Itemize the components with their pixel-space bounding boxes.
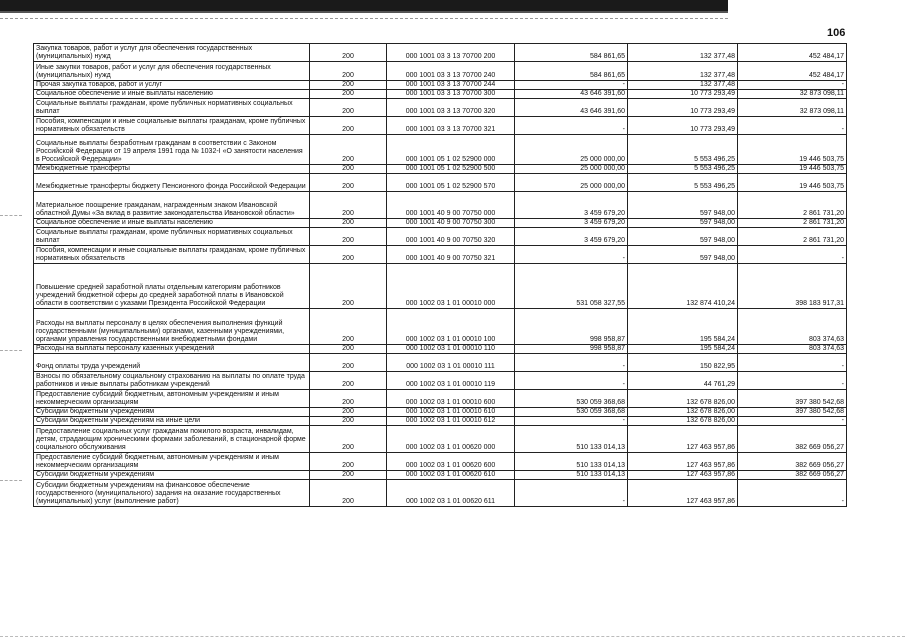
row-approved: 43 646 391,60 bbox=[515, 99, 628, 117]
row-line-code: 200 bbox=[310, 44, 387, 62]
table-row bbox=[34, 62, 847, 81]
row-kbk-code: 000 1002 03 1 01 00010 600 bbox=[387, 390, 515, 408]
row-unexecuted: 382 669 056,27 bbox=[738, 471, 847, 480]
row-kbk-code: 000 1002 03 1 01 00620 000 bbox=[387, 426, 515, 453]
row-approved: - bbox=[515, 417, 628, 426]
row-approved: - bbox=[515, 246, 628, 264]
row-unexecuted: - bbox=[738, 417, 847, 426]
row-name: Расходы на выплаты персоналу казенных учреждений bbox=[34, 345, 310, 354]
row-unexecuted: - bbox=[738, 372, 847, 390]
row-approved: 3 459 679,20 bbox=[515, 228, 628, 246]
row-name: Межбюджетные трансферты бюджету Пенсионного фонда Российской Федерации bbox=[34, 174, 310, 192]
row-line-code: 200 bbox=[310, 372, 387, 390]
row-name: Социальное обеспечение и иные выплаты населению bbox=[34, 90, 310, 99]
row-executed: 132 678 826,00 bbox=[628, 417, 738, 426]
row-kbk-code: 000 1002 03 1 01 00010 000 bbox=[387, 264, 515, 309]
table-row bbox=[34, 480, 847, 507]
row-unexecuted: 32 873 098,11 bbox=[738, 90, 847, 99]
row-unexecuted: - bbox=[738, 81, 847, 90]
row-executed: 132 377,48 bbox=[628, 44, 738, 62]
row-executed: 132 678 826,00 bbox=[628, 408, 738, 417]
table-row bbox=[34, 264, 847, 309]
table-row bbox=[34, 117, 847, 135]
table-row bbox=[34, 372, 847, 390]
row-approved: 531 058 327,55 bbox=[515, 264, 628, 309]
row-line-code: 200 bbox=[310, 246, 387, 264]
row-unexecuted: 397 380 542,68 bbox=[738, 408, 847, 417]
row-executed: 10 773 293,49 bbox=[628, 117, 738, 135]
row-approved: 584 861,65 bbox=[515, 44, 628, 62]
row-name: Пособия, компенсации и иные социальные выплаты гражданам, кроме публичных нормативных обязательств bbox=[34, 117, 310, 135]
row-approved: - bbox=[515, 354, 628, 372]
table-row bbox=[34, 44, 847, 62]
scan-header-shadow bbox=[0, 11, 728, 13]
row-line-code: 200 bbox=[310, 309, 387, 345]
row-unexecuted: 452 484,17 bbox=[738, 62, 847, 81]
row-unexecuted: 19 446 503,75 bbox=[738, 174, 847, 192]
row-line-code: 200 bbox=[310, 390, 387, 408]
row-name: Социальные выплаты безработным гражданам в соответствии с Законом Российской Федерации от 19 апреля 1991 года № 1032-I «О занятости населения в Российской Федерации» bbox=[34, 135, 310, 165]
row-name: Взносы по обязательному социальному страхованию на выплаты по оплате труда работников и иные выплаты работникам учреждений bbox=[34, 372, 310, 390]
table-row bbox=[34, 174, 847, 192]
row-name: Предоставление социальных услуг гражданам пожилого возраста, инвалидам, детям, страдающим хроническими формами заболеваний, в стационарной форме социального обслуживания bbox=[34, 426, 310, 453]
row-line-code: 200 bbox=[310, 99, 387, 117]
page-number: 106 bbox=[827, 27, 846, 39]
row-executed: 132 874 410,24 bbox=[628, 264, 738, 309]
table-row bbox=[34, 309, 847, 345]
row-approved: - bbox=[515, 81, 628, 90]
row-line-code: 200 bbox=[310, 426, 387, 453]
row-approved: 998 958,87 bbox=[515, 309, 628, 345]
table-row bbox=[34, 354, 847, 372]
row-line-code: 200 bbox=[310, 264, 387, 309]
row-kbk-code: 000 1002 03 1 01 00620 610 bbox=[387, 471, 515, 480]
row-kbk-code: 000 1001 40 9 00 70750 000 bbox=[387, 192, 515, 219]
row-unexecuted: - bbox=[738, 480, 847, 507]
row-kbk-code: 000 1001 03 3 13 70700 300 bbox=[387, 90, 515, 99]
row-name: Межбюджетные трансферты bbox=[34, 165, 310, 174]
row-unexecuted: 19 446 503,75 bbox=[738, 165, 847, 174]
scan-header-bar bbox=[0, 0, 728, 11]
row-unexecuted: 2 861 731,20 bbox=[738, 192, 847, 219]
row-approved: 510 133 014,13 bbox=[515, 453, 628, 471]
row-name: Социальные выплаты гражданам, кроме публичных нормативных социальных выплат bbox=[34, 99, 310, 117]
row-line-code: 200 bbox=[310, 471, 387, 480]
row-name: Закупка товаров, работ и услуг для обеспечения государственных (муниципальных) нужд bbox=[34, 44, 310, 62]
row-name: Расходы на выплаты персоналу в целях обеспечения выполнения функций государственными (муниципальными) органами, казенными учреждениями, органами управления государственными внебюджетными фондами bbox=[34, 309, 310, 345]
row-unexecuted: 397 380 542,68 bbox=[738, 390, 847, 408]
row-kbk-code: 000 1001 03 3 13 70700 240 bbox=[387, 62, 515, 81]
row-kbk-code: 000 1001 03 3 13 70700 244 bbox=[387, 81, 515, 90]
row-approved: 3 459 679,20 bbox=[515, 192, 628, 219]
row-kbk-code: 000 1002 03 1 01 00620 611 bbox=[387, 480, 515, 507]
row-name: Иные закупки товаров, работ и услуг для обеспечения государственных (муниципальных) нужд bbox=[34, 62, 310, 81]
row-approved: 530 059 368,68 bbox=[515, 408, 628, 417]
table-row bbox=[34, 228, 847, 246]
table-row bbox=[34, 453, 847, 471]
row-kbk-code: 000 1002 03 1 01 00010 110 bbox=[387, 345, 515, 354]
row-executed: 132 678 826,00 bbox=[628, 390, 738, 408]
row-name: Пособия, компенсации и иные социальные выплаты гражданам, кроме публичных нормативных обязательств bbox=[34, 246, 310, 264]
row-executed: 597 948,00 bbox=[628, 228, 738, 246]
row-line-code: 200 bbox=[310, 228, 387, 246]
row-name: Субсидии бюджетным учреждениям bbox=[34, 471, 310, 480]
row-name: Прочая закупка товаров, работ и услуг bbox=[34, 81, 310, 90]
row-approved: 3 459 679,20 bbox=[515, 219, 628, 228]
row-line-code: 200 bbox=[310, 417, 387, 426]
row-line-code: 200 bbox=[310, 408, 387, 417]
row-executed: 597 948,00 bbox=[628, 219, 738, 228]
row-unexecuted: 19 446 503,75 bbox=[738, 135, 847, 165]
row-unexecuted: 398 183 917,31 bbox=[738, 264, 847, 309]
row-approved: 25 000 000,00 bbox=[515, 135, 628, 165]
table-row bbox=[34, 192, 847, 219]
row-name: Фонд оплаты труда учреждений bbox=[34, 354, 310, 372]
row-kbk-code: 000 1001 03 3 13 70700 321 bbox=[387, 117, 515, 135]
row-executed: 127 463 957,86 bbox=[628, 453, 738, 471]
row-kbk-code: 000 1002 03 1 01 00010 111 bbox=[387, 354, 515, 372]
row-approved: 25 000 000,00 bbox=[515, 174, 628, 192]
row-kbk-code: 000 1002 03 1 01 00620 600 bbox=[387, 453, 515, 471]
row-approved: 25 000 000,00 bbox=[515, 165, 628, 174]
table-row bbox=[34, 135, 847, 165]
row-approved: - bbox=[515, 480, 628, 507]
row-approved: 510 133 014,13 bbox=[515, 471, 628, 480]
row-approved: 530 059 368,68 bbox=[515, 390, 628, 408]
row-executed: 44 761,29 bbox=[628, 372, 738, 390]
row-kbk-code: 000 1001 40 9 00 70750 300 bbox=[387, 219, 515, 228]
row-name: Материальное поощрение гражданам, награжденным знаком Ивановской областной Думы «За вклад в развитие законодательства Ивановской области» bbox=[34, 192, 310, 219]
row-executed: 195 584,24 bbox=[628, 345, 738, 354]
row-name: Социальное обеспечение и иные выплаты населению bbox=[34, 219, 310, 228]
scan-header-dashed-line bbox=[0, 18, 728, 20]
row-kbk-code: 000 1001 40 9 00 70750 320 bbox=[387, 228, 515, 246]
row-approved: - bbox=[515, 372, 628, 390]
row-line-code: 200 bbox=[310, 219, 387, 228]
row-name: Социальные выплаты гражданам, кроме публичных нормативных социальных выплат bbox=[34, 228, 310, 246]
row-name: Предоставление субсидий бюджетным, автономным учреждениям и иным некоммерческим организациям bbox=[34, 390, 310, 408]
row-unexecuted: 452 484,17 bbox=[738, 44, 847, 62]
row-executed: 195 584,24 bbox=[628, 309, 738, 345]
budget-execution-table bbox=[33, 43, 847, 507]
row-name: Субсидии бюджетным учреждениям bbox=[34, 408, 310, 417]
table-body bbox=[34, 44, 847, 507]
table-row bbox=[34, 345, 847, 354]
table-row bbox=[34, 219, 847, 228]
row-unexecuted: - bbox=[738, 246, 847, 264]
row-name: Повышение средней заработной платы отдельным категориям работников учреждений бюджетной сферы до средней заработной платы в Ивановской области в соответствии с указами Президента Российской Федерации bbox=[34, 264, 310, 309]
row-kbk-code: 000 1001 05 1 02 52900 000 bbox=[387, 135, 515, 165]
row-unexecuted: 2 861 731,20 bbox=[738, 228, 847, 246]
row-approved: 510 133 014,13 bbox=[515, 426, 628, 453]
table-row bbox=[34, 246, 847, 264]
row-kbk-code: 000 1002 03 1 01 00010 612 bbox=[387, 417, 515, 426]
row-name: Предоставление субсидий бюджетным, автономным учреждениям и иным некоммерческим организациям bbox=[34, 453, 310, 471]
table-row bbox=[34, 390, 847, 408]
row-approved: 584 861,65 bbox=[515, 62, 628, 81]
row-executed: 127 463 957,86 bbox=[628, 426, 738, 453]
table-row bbox=[34, 81, 847, 90]
row-approved: 43 646 391,60 bbox=[515, 90, 628, 99]
row-line-code: 200 bbox=[310, 62, 387, 81]
row-kbk-code: 000 1001 03 3 13 70700 200 bbox=[387, 44, 515, 62]
row-executed: 597 948,00 bbox=[628, 192, 738, 219]
row-executed: 5 553 496,25 bbox=[628, 174, 738, 192]
table-row bbox=[34, 99, 847, 117]
row-unexecuted: - bbox=[738, 117, 847, 135]
row-executed: 127 463 957,86 bbox=[628, 471, 738, 480]
row-name: Субсидии бюджетным учреждениям на финансовое обеспечение государственного (муниципального) задания на оказание государственных (муниципальных) услуг (выполнение работ) bbox=[34, 480, 310, 507]
row-line-code: 200 bbox=[310, 135, 387, 165]
row-line-code: 200 bbox=[310, 117, 387, 135]
row-line-code: 200 bbox=[310, 480, 387, 507]
row-line-code: 200 bbox=[310, 345, 387, 354]
table-row bbox=[34, 426, 847, 453]
table-row bbox=[34, 471, 847, 480]
row-unexecuted: 803 374,63 bbox=[738, 309, 847, 345]
row-kbk-code: 000 1001 05 1 02 52900 570 bbox=[387, 174, 515, 192]
row-line-code: 200 bbox=[310, 174, 387, 192]
row-unexecuted: 2 861 731,20 bbox=[738, 219, 847, 228]
row-unexecuted: - bbox=[738, 354, 847, 372]
row-line-code: 200 bbox=[310, 453, 387, 471]
row-approved: 998 958,87 bbox=[515, 345, 628, 354]
row-kbk-code: 000 1002 03 1 01 00010 610 bbox=[387, 408, 515, 417]
row-executed: 132 377,48 bbox=[628, 81, 738, 90]
row-executed: 5 553 496,25 bbox=[628, 165, 738, 174]
row-line-code: 200 bbox=[310, 165, 387, 174]
table-row bbox=[34, 408, 847, 417]
row-line-code: 200 bbox=[310, 81, 387, 90]
table-row bbox=[34, 90, 847, 99]
row-executed: 5 553 496,25 bbox=[628, 135, 738, 165]
row-unexecuted: 382 669 056,27 bbox=[738, 426, 847, 453]
row-unexecuted: 382 669 056,27 bbox=[738, 453, 847, 471]
table-row bbox=[34, 165, 847, 174]
table-row bbox=[34, 417, 847, 426]
row-kbk-code: 000 1001 03 3 13 70700 320 bbox=[387, 99, 515, 117]
row-unexecuted: 32 873 098,11 bbox=[738, 99, 847, 117]
row-line-code: 200 bbox=[310, 192, 387, 219]
row-line-code: 200 bbox=[310, 354, 387, 372]
row-executed: 10 773 293,49 bbox=[628, 90, 738, 99]
scan-left-margin-marks bbox=[0, 0, 20, 640]
row-unexecuted: 803 374,63 bbox=[738, 345, 847, 354]
row-kbk-code: 000 1001 05 1 02 52900 500 bbox=[387, 165, 515, 174]
row-executed: 10 773 293,49 bbox=[628, 99, 738, 117]
row-executed: 597 948,00 bbox=[628, 246, 738, 264]
row-kbk-code: 000 1002 03 1 01 00010 119 bbox=[387, 372, 515, 390]
row-name: Субсидии бюджетным учреждениям на иные цели bbox=[34, 417, 310, 426]
row-executed: 127 463 957,86 bbox=[628, 480, 738, 507]
row-kbk-code: 000 1002 03 1 01 00010 100 bbox=[387, 309, 515, 345]
row-executed: 132 377,48 bbox=[628, 62, 738, 81]
scan-footer-line bbox=[0, 636, 905, 637]
row-executed: 150 822,95 bbox=[628, 354, 738, 372]
row-line-code: 200 bbox=[310, 90, 387, 99]
row-approved: - bbox=[515, 117, 628, 135]
row-kbk-code: 000 1001 40 9 00 70750 321 bbox=[387, 246, 515, 264]
